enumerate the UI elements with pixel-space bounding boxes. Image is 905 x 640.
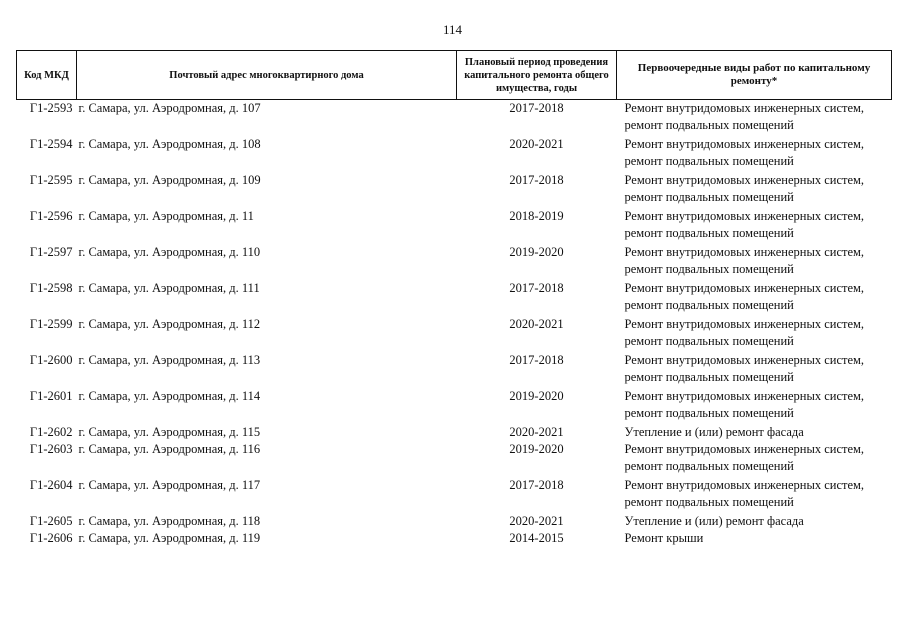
header-works: Первоочередные виды работ по капитальному ремонту* <box>617 51 892 100</box>
row-code: Г1-2597 <box>29 245 73 259</box>
row-code: Г1-2606 <box>29 531 73 545</box>
table-row <box>17 513 892 530</box>
table-row <box>17 352 892 388</box>
row-works: Ремонт внутридомовых инженерных систем, ремонт подвальных помещений <box>624 209 865 240</box>
row-code: Г1-2595 <box>29 173 73 187</box>
table-header <box>17 51 892 100</box>
row-address: г. Самара, ул. Аэродромная, д. 111 <box>78 281 260 295</box>
row-address: г. Самара, ул. Аэродромная, д. 108 <box>78 137 261 151</box>
row-period: 2020-2021 <box>509 425 564 439</box>
row-works: Утепление и (или) ремонт фасада <box>624 425 804 439</box>
row-code: Г1-2604 <box>29 478 73 492</box>
row-period: 2017-2018 <box>509 101 564 115</box>
row-code: Г1-2601 <box>29 389 73 403</box>
table-row <box>17 280 892 316</box>
row-works: Ремонт внутридомовых инженерных систем, ремонт подвальных помещений <box>624 353 865 384</box>
row-works: Ремонт крыши <box>624 531 704 545</box>
row-address: г. Самара, ул. Аэродромная, д. 110 <box>78 245 261 259</box>
row-works: Ремонт внутридомовых инженерных систем, ремонт подвальных помещений <box>624 317 865 348</box>
table-row <box>17 477 892 513</box>
row-period: 2020-2021 <box>509 514 564 528</box>
row-code: Г1-2600 <box>29 353 73 367</box>
row-works: Ремонт внутридомовых инженерных систем, ремонт подвальных помещений <box>624 281 865 312</box>
row-code: Г1-2598 <box>29 281 73 295</box>
row-period: 2019-2020 <box>509 389 564 403</box>
table-row <box>17 244 892 280</box>
row-works: Ремонт внутридомовых инженерных систем, ремонт подвальных помещений <box>624 173 865 204</box>
table-row <box>17 316 892 352</box>
row-works: Ремонт внутридомовых инженерных систем, ремонт подвальных помещений <box>624 245 865 276</box>
row-works: Ремонт внутридомовых инженерных систем, ремонт подвальных помещений <box>624 137 865 168</box>
row-period: 2019-2020 <box>509 245 564 259</box>
row-address: г. Самара, ул. Аэродромная, д. 112 <box>78 317 261 331</box>
row-code: Г1-2599 <box>29 317 73 331</box>
header-code: Код МКД <box>17 51 77 100</box>
row-works: Ремонт внутридомовых инженерных систем, ремонт подвальных помещений <box>624 442 865 473</box>
table-row <box>17 441 892 477</box>
row-works: Утепление и (или) ремонт фасада <box>624 514 804 528</box>
row-code: Г1-2603 <box>29 442 73 456</box>
row-period: 2019-2020 <box>509 442 564 456</box>
row-period: 2020-2021 <box>509 137 564 151</box>
capital-repair-table <box>16 50 892 547</box>
page-number: 114 <box>442 22 463 37</box>
row-address: г. Самара, ул. Аэродромная, д. 118 <box>78 514 261 528</box>
table-row <box>17 208 892 244</box>
row-address: г. Самара, ул. Аэродромная, д. 119 <box>78 531 261 545</box>
table-body <box>17 100 892 548</box>
row-code: Г1-2593 <box>29 101 73 115</box>
row-address: г. Самара, ул. Аэродромная, д. 107 <box>78 101 261 115</box>
table-row <box>17 172 892 208</box>
row-code: Г1-2596 <box>29 209 73 223</box>
row-address: г. Самара, ул. Аэродромная, д. 11 <box>78 209 254 223</box>
table-row <box>17 100 892 137</box>
row-period: 2020-2021 <box>509 317 564 331</box>
row-address: г. Самара, ул. Аэродромная, д. 115 <box>78 425 261 439</box>
row-address: г. Самара, ул. Аэродромная, д. 109 <box>78 173 261 187</box>
header-address: Почтовый адрес многоквартирного дома <box>77 51 457 100</box>
row-address: г. Самара, ул. Аэродромная, д. 113 <box>78 353 261 367</box>
table-row <box>17 388 892 424</box>
row-period: 2017-2018 <box>509 353 564 367</box>
row-code: Г1-2605 <box>29 514 73 528</box>
row-code: Г1-2602 <box>29 425 73 439</box>
header-period: Плановый период проведения капитального ремонта общего имущества, годы <box>457 51 617 100</box>
table-row <box>17 136 892 172</box>
row-period: 2017-2018 <box>509 173 564 187</box>
table-row <box>17 424 892 441</box>
row-address: г. Самара, ул. Аэродромная, д. 114 <box>78 389 261 403</box>
row-code: Г1-2594 <box>29 137 73 151</box>
row-works: Ремонт внутридомовых инженерных систем, ремонт подвальных помещений <box>624 389 865 420</box>
row-period: 2014-2015 <box>509 531 564 545</box>
row-works: Ремонт внутридомовых инженерных систем, ремонт подвальных помещений <box>624 478 865 509</box>
row-address: г. Самара, ул. Аэродромная, д. 116 <box>78 442 261 456</box>
row-period: 2017-2018 <box>509 281 564 295</box>
row-address: г. Самара, ул. Аэродромная, д. 117 <box>78 478 261 492</box>
row-period: 2018-2019 <box>509 209 564 223</box>
row-period: 2017-2018 <box>509 478 564 492</box>
row-works: Ремонт внутридомовых инженерных систем, ремонт подвальных помещений <box>624 101 865 132</box>
table-row <box>17 530 892 547</box>
